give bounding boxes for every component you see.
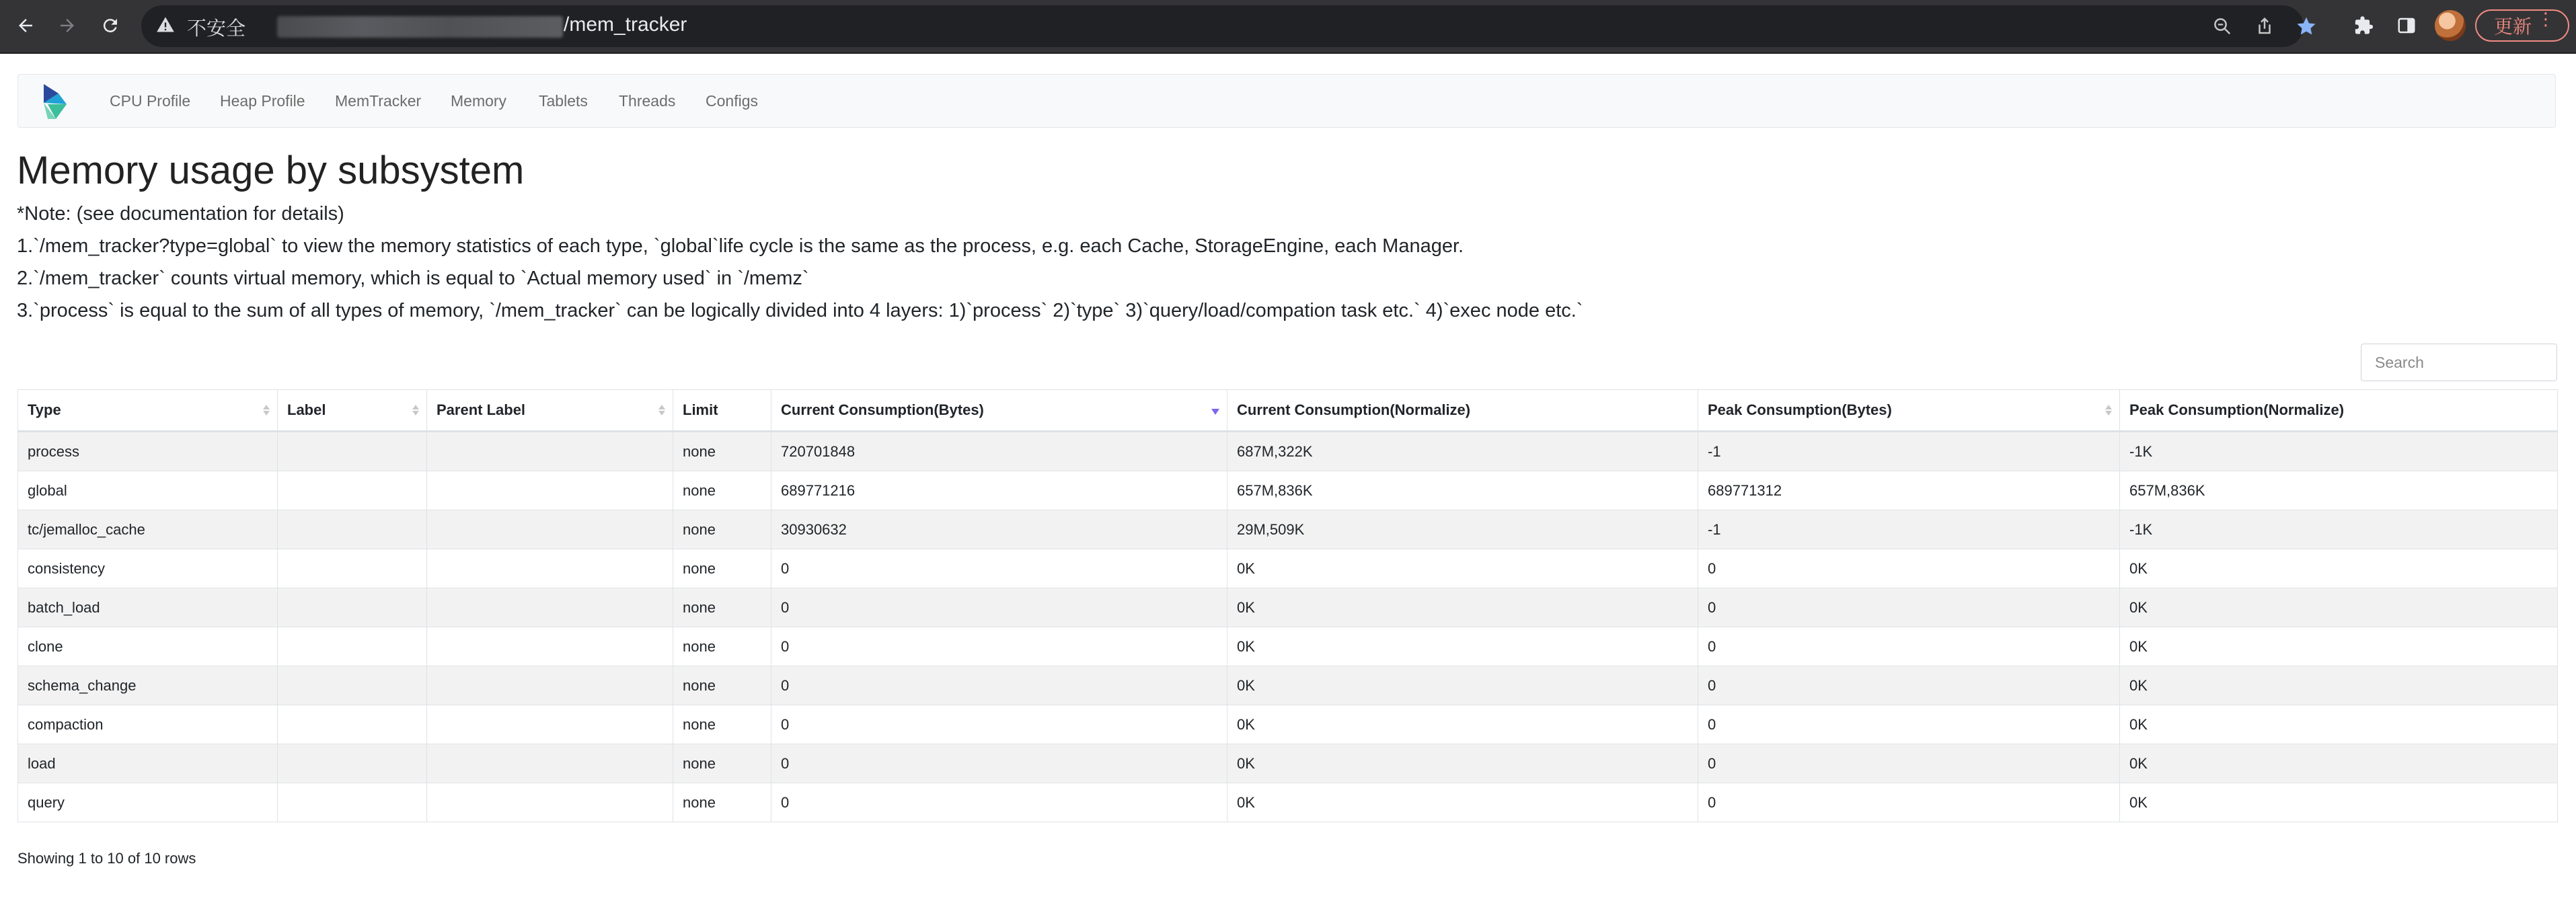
cell-type: query (18, 783, 278, 822)
cell-label (278, 705, 427, 744)
extensions-icon[interactable] (2351, 12, 2378, 39)
table-row (18, 744, 2558, 783)
sort-both-icon (412, 403, 420, 417)
cell-peak-normalize: 0K (2120, 783, 2558, 822)
cell-type: load (18, 744, 278, 783)
cell-type: global (18, 471, 278, 510)
cell-label (278, 588, 427, 627)
table-row (18, 588, 2558, 627)
cell-peak-bytes: 0 (1698, 549, 2120, 588)
sort-both-icon (262, 403, 270, 417)
cell-type: tc/jemalloc_cache (18, 510, 278, 549)
sort-both-icon (658, 403, 666, 417)
cell-peak-bytes: 0 (1698, 744, 2120, 783)
warning-icon (156, 15, 175, 38)
forward-arrow-icon (57, 15, 77, 36)
forward-button[interactable] (51, 9, 83, 42)
cell-type: consistency (18, 549, 278, 588)
back-button[interactable] (9, 9, 42, 42)
nav-memtracker[interactable]: MemTracker (335, 92, 422, 110)
cell-label (278, 744, 427, 783)
back-arrow-icon (15, 15, 36, 36)
cell-parent-label (427, 627, 673, 666)
cell-limit: none (673, 471, 771, 510)
cell-type: schema_change (18, 666, 278, 705)
col-header-label: Peak Consumption(Normalize) (2129, 401, 2345, 418)
col-header-peak-bytes[interactable] (1698, 390, 2120, 432)
col-header-label: Parent Label (437, 401, 526, 418)
cell-parent-label (427, 705, 673, 744)
cell-peak-normalize: -1K (2120, 510, 2558, 549)
cell-peak-bytes: 0 (1698, 588, 2120, 627)
page-title: Memory usage by subsystem (17, 149, 525, 192)
cell-limit: none (673, 627, 771, 666)
cell-parent-label (427, 666, 673, 705)
cell-peak-normalize: 0K (2120, 666, 2558, 705)
table-row (18, 783, 2558, 822)
browser-toolbar (0, 0, 2576, 54)
cell-current-bytes: 0 (771, 705, 1227, 744)
col-header-peak-normalize (2120, 390, 2558, 432)
cell-type: clone (18, 627, 278, 666)
memory-table (17, 389, 2558, 822)
cell-label (278, 666, 427, 705)
cell-current-normalize: 0K (1227, 627, 1698, 666)
cell-limit: none (673, 666, 771, 705)
cell-limit: none (673, 432, 771, 471)
cell-peak-normalize: 0K (2120, 588, 2558, 627)
cell-parent-label (427, 588, 673, 627)
cell-limit: none (673, 549, 771, 588)
note-heading: *Note: (see documentation for details) (17, 203, 344, 225)
col-header-label: Limit (683, 401, 718, 418)
url-path: /mem_tracker (564, 13, 687, 36)
table-row (18, 471, 2558, 510)
cell-parent-label (427, 510, 673, 549)
cell-label (278, 627, 427, 666)
cell-peak-bytes: 0 (1698, 666, 2120, 705)
nav-memory[interactable]: Memory (451, 92, 507, 110)
table-row (18, 705, 2558, 744)
cell-peak-normalize: 0K (2120, 744, 2558, 783)
insecure-label: 不安全 (187, 17, 246, 40)
zoom-icon[interactable] (2209, 13, 2235, 39)
reload-button[interactable] (94, 9, 126, 42)
cell-current-bytes: 689771216 (771, 471, 1227, 510)
cell-peak-bytes: -1 (1698, 510, 2120, 549)
cell-parent-label (427, 432, 673, 471)
cell-peak-bytes: 0 (1698, 627, 2120, 666)
cell-current-normalize: 687M,322K (1227, 432, 1698, 471)
cell-current-bytes: 720701848 (771, 432, 1227, 471)
cell-parent-label (427, 744, 673, 783)
cell-current-normalize: 657M,836K (1227, 471, 1698, 510)
cell-current-normalize: 0K (1227, 705, 1698, 744)
cell-limit: none (673, 588, 771, 627)
search-input[interactable] (2361, 344, 2557, 381)
pagination-info: Showing 1 to 10 of 10 rows (17, 850, 196, 867)
cell-current-normalize: 0K (1227, 666, 1698, 705)
cell-parent-label (427, 783, 673, 822)
profile-avatar[interactable] (2435, 10, 2466, 41)
col-header-type[interactable] (18, 390, 278, 432)
nav-threads[interactable]: Threads (619, 92, 676, 110)
cell-limit: none (673, 510, 771, 549)
top-navbar (17, 74, 2556, 128)
table-row (18, 510, 2558, 549)
cell-type: compaction (18, 705, 278, 744)
table-row (18, 432, 2558, 471)
col-header-limit (673, 390, 771, 432)
cell-current-normalize: 0K (1227, 588, 1698, 627)
note-line-2: 2.`/mem_tracker` counts virtual memory, which is equal to `Actual memory used` in `/memz` (17, 268, 809, 289)
cell-current-bytes: 30930632 (771, 510, 1227, 549)
cell-label (278, 549, 427, 588)
cell-current-bytes: 0 (771, 783, 1227, 822)
cell-current-normalize: 0K (1227, 549, 1698, 588)
nav-heap-profile[interactable]: Heap Profile (220, 92, 305, 110)
cell-parent-label (427, 471, 673, 510)
col-header-label: Type (28, 401, 61, 418)
cell-limit: none (673, 744, 771, 783)
cell-peak-normalize: 0K (2120, 549, 2558, 588)
sort-desc-icon (1211, 403, 1220, 417)
cell-peak-normalize: 0K (2120, 705, 2558, 744)
col-header-current-normalize (1227, 390, 1698, 432)
nav-tablets[interactable]: Tablets (539, 92, 588, 110)
blurred-host (277, 16, 563, 38)
cell-peak-bytes: 0 (1698, 783, 2120, 822)
cell-label (278, 471, 427, 510)
update-button[interactable] (2475, 9, 2569, 42)
cell-label (278, 510, 427, 549)
cell-current-normalize: 0K (1227, 744, 1698, 783)
cell-current-normalize: 29M,509K (1227, 510, 1698, 549)
col-header-parent-label[interactable] (427, 390, 673, 432)
col-header-label-col[interactable] (278, 390, 427, 432)
cell-current-bytes: 0 (771, 588, 1227, 627)
col-header-label: Current Consumption(Bytes) (781, 401, 984, 418)
cell-type: batch_load (18, 588, 278, 627)
note-line-1: 1.`/mem_tracker?type=global` to view the memory statistics of each type, `global`life cycle is the same as the process, e.g. each Cache, StorageEngine, each Manager. (17, 235, 1464, 257)
app-logo-icon[interactable] (38, 81, 76, 125)
cell-current-normalize: 0K (1227, 783, 1698, 822)
share-icon[interactable] (2252, 13, 2277, 39)
cell-type: process (18, 432, 278, 471)
cell-peak-bytes: 689771312 (1698, 471, 2120, 510)
more-menu-icon: ⋮ (2537, 9, 2554, 30)
col-header-current-bytes[interactable] (771, 390, 1227, 432)
cell-peak-normalize: 0K (2120, 627, 2558, 666)
cell-label (278, 783, 427, 822)
cell-peak-bytes: -1 (1698, 432, 2120, 471)
col-header-label: Label (287, 401, 326, 418)
note-line-3: 3.`process` is equal to the sum of all types of memory, `/mem_tracker` can be logically divided into 4 layers: 1)`process` 2)`type` 3)`query/load/compation task etc.` 4)`exec node etc.` (17, 300, 1583, 321)
table-row (18, 549, 2558, 588)
cell-current-bytes: 0 (771, 627, 1227, 666)
bookmark-star-icon[interactable] (2294, 13, 2319, 39)
nav-cpu-profile[interactable]: CPU Profile (110, 92, 191, 110)
table-header-row (18, 390, 2558, 432)
address-bar[interactable] (141, 5, 2304, 47)
cell-label (278, 432, 427, 471)
col-header-label: Current Consumption(Normalize) (1237, 401, 1471, 418)
reload-icon (100, 15, 120, 36)
table-row (18, 627, 2558, 666)
table-row (18, 666, 2558, 705)
cell-limit: none (673, 705, 771, 744)
cell-current-bytes: 0 (771, 744, 1227, 783)
sort-both-icon (2105, 403, 2113, 417)
side-panel-icon[interactable] (2393, 12, 2420, 39)
col-header-label: Peak Consumption(Bytes) (1708, 401, 1892, 418)
cell-peak-normalize: 657M,836K (2120, 471, 2558, 510)
cell-peak-normalize: -1K (2120, 432, 2558, 471)
update-label: 更新 (2494, 15, 2532, 38)
cell-peak-bytes: 0 (1698, 705, 2120, 744)
cell-limit: none (673, 783, 771, 822)
cell-current-bytes: 0 (771, 549, 1227, 588)
cell-parent-label (427, 549, 673, 588)
nav-configs[interactable]: Configs (706, 92, 758, 110)
cell-current-bytes: 0 (771, 666, 1227, 705)
